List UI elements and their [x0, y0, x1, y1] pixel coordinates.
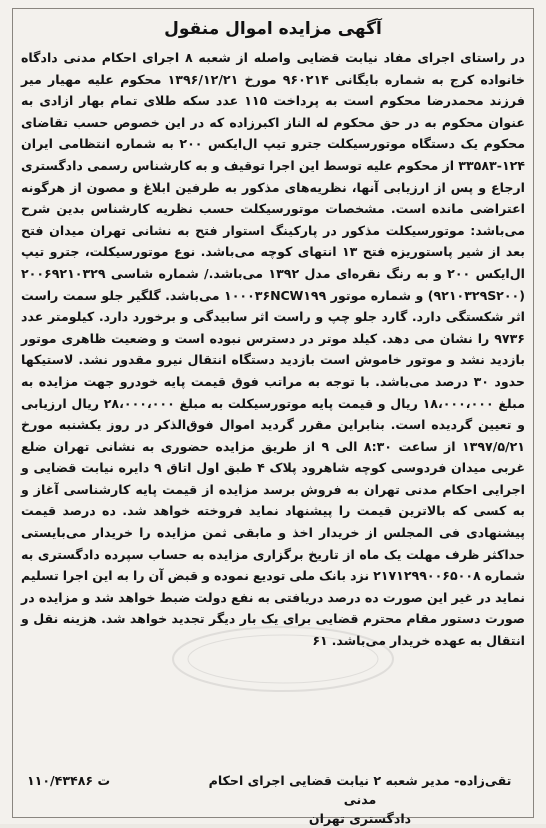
notice-frame	[12, 8, 534, 826]
notice-body: در راستای اجرای مفاد نیابت قضایی واصله از شعبه ۸ اجرای احکام مدنی دادگاه خانواده کرج به شماره بایگانی ۹۶۰۲۱۴ مورخ ۱۳۹۶/۱۲/۲۱ محکوم علیه مهیار میر فرزند محمدرضا محکوم است به پرداخت ۱۱۵ عدد سکه طلای تمام بهار ازادی به عنوان محکوم به در حق محکوم له الناز اکبرزاده که در این خصوص حسب تقاضای محکوم یک دستگاه موتورسیکلت جترو تیپ ال‌ایکس ۲۰۰ به شماره انتظامی ایران ۱۲۴-۳۳۵۸۳ از محکوم علیه توسط این اجرا توقیف و به کارشناس رسمی دادگستری ارجاع و پس از ارزیابی آنها، نظریه‌های مذکور به طرفین ابلاغ و مصون از هرگونه اعتراضی مانده است. مشخصات موتورسیکلت حسب نظریه کارشناس بدین شرح می‌باشد: موتورسیکلت مذکور در پارکینگ استوار فتح به نشانی تهران میدان فتح بعد از شیر پاستوریزه فتح ۱۳ انتهای کوچه می‌باشد. نوع موتورسیکلت، جترو تیپ ال‌ایکس ۲۰۰ و به رنگ نقره‌ای مدل ۱۳۹۲ می‌باشد./ شماره شاسی ۲۰۰۶۹۲۱۰۳۲۹ (۹۲۱۰۳۲۹S۲۰۰) و شماره موتور ۱۰۰۰۳۶NCW۱۹۹ می‌باشد. گلگیر جلو سمت راست اثر شکستگی دارد. گارد جلو چپ و راست اثر سابیدگی و برخورد دارد. کیلومتر عدد ۹۷۳۶ را نشان می دهد. کیلد موتر در دسترس نبوده است و وضعیت ظاهری موتور بازدید نشد و موتور خاموش است بازدید دستگاه انتقال نیرو مقدور نشد. لاستیکها حدود ۳۰ درصد می‌باشد. با توجه به مراتب فوق قیمت پایه خودرو جهت مزایده به مبلغ ۱۸،۰۰۰،۰۰۰ ریال و قیمت پایه موتورسیکلت به مبلغ ۲۸،۰۰۰،۰۰۰ ریال ارزیابی و تعیین گردیده است. بنابراین مقرر گردید اموال فوق‌الذکر در روز یکشنبه مورخ ۱۳۹۷/۵/۲۱ از ساعت ۸:۳۰ الی ۹ از طریق مزایده حضوری به نشانی تهران ضلع غربی میدان فردوسی کوچه شاهرود پلاک ۴ طبق اول اتاق ۹ دایره نیابت قضایی و اجرایی احکام مدنی تهران به فروش برسد مزایده از قیمت پایه کارشناسی آغاز و به کسی که بالاترین قیمت را پیشنهاد نماید فروخته خواهد شد. ده درصد قیمت پیشنهادی فی المجلس از خریدار اخذ و مابقی ثمن مزایده را خریدار می‌بایستی حداکثر ظرف مهلت یک ماه از تاریخ برگزاری مزایده به حساب سپرده دادگستری به شماره ۲۱۷۱۲۹۹۰۰۶۵۰۰۸ نزد بانک ملی تودیع نموده و قبض آن را به این اجرا تسلیم نماید در غیر این صورت ده درصد دریافتی به نفع دولت ضبط خواهد شد و مزایده در صورت دستور مقام محترم قضایی برای یک بار دیگر تجدید خواهد شد. هزینه نقل و انتقال به عهده خریدار می‌باشد. ۶۱	[21, 50, 526, 649]
notice-footer	[21, 771, 525, 826]
signature-line-1: تقی‌زاده- مدیر شعبه ۲ نیابت قضایی اجرای احکام مدنی	[208, 773, 512, 807]
signature-line-2: دادگستری تهران	[308, 811, 412, 826]
reference-number: ۱۱۰/۴۳۴۸۶ ت	[27, 773, 111, 788]
signature-block	[195, 771, 525, 828]
notice-title: آگهی مزایده اموال منقول	[164, 19, 382, 39]
